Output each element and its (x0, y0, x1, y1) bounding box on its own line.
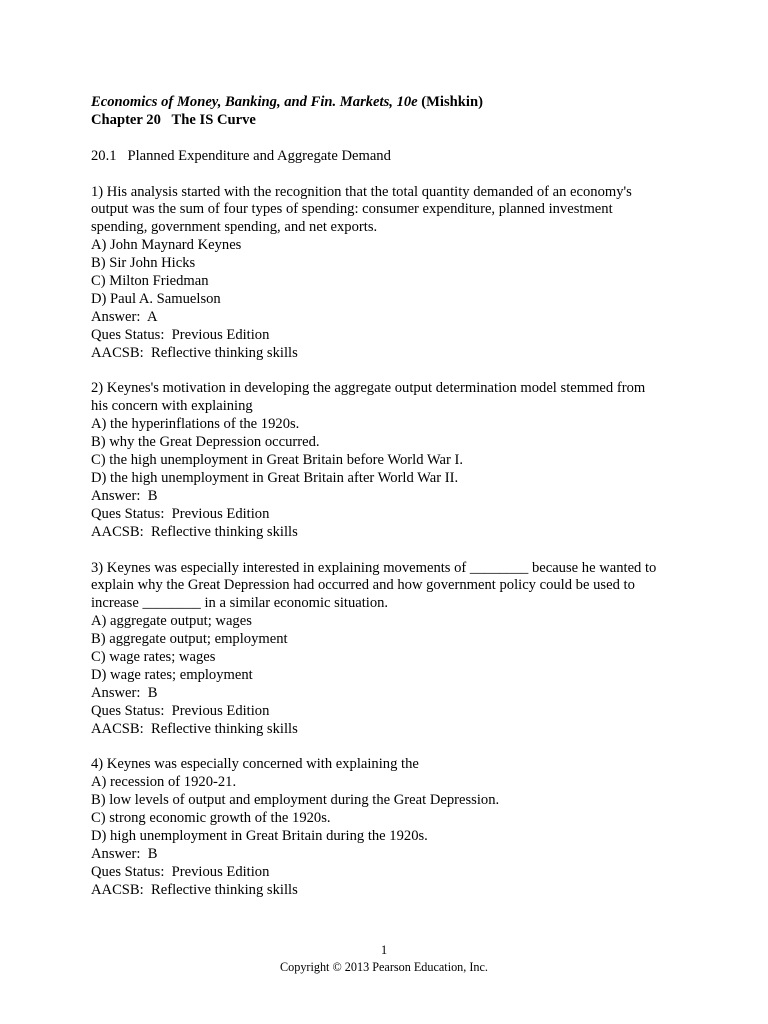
question-stem-line: increase ________ in a similar economic situation. (91, 595, 389, 612)
question-4 (91, 756, 691, 899)
answer-option: D) high unemployment in Great Britain during the 1920s. (91, 828, 428, 845)
answer-key: Answer: B (91, 487, 158, 504)
aacsb-tag: AACSB: Reflective thinking skills (91, 720, 298, 737)
question-stem-line: 2) Keynes's motivation in developing the aggregate output determination model stemmed from (91, 380, 646, 397)
document-page (91, 94, 691, 900)
question-stem-line: 4) Keynes was especially concerned with explaining the (91, 756, 419, 773)
answer-option: C) Milton Friedman (91, 273, 209, 290)
answer-option: C) the high unemployment in Great Britain before World War I. (91, 452, 463, 469)
book-title-line (91, 94, 691, 112)
answer-option: D) wage rates; employment (91, 666, 253, 683)
copyright-notice: Copyright © 2013 Pearson Education, Inc. (280, 960, 488, 974)
question-3 (91, 560, 691, 739)
question-stem-line: spending, government spending, and net exports. (91, 219, 378, 236)
answer-key: Answer: B (91, 845, 158, 862)
answer-option: A) aggregate output; wages (91, 613, 252, 630)
question-status: Ques Status: Previous Edition (91, 326, 270, 343)
answer-key: Answer: B (91, 684, 158, 701)
answer-option: C) strong economic growth of the 1920s. (91, 810, 331, 827)
answer-option: B) aggregate output; employment (91, 631, 288, 648)
answer-option: D) Paul A. Samuelson (91, 290, 221, 307)
question-stem-line: 1) His analysis started with the recognition that the total quantity demanded of an economy's (91, 183, 632, 200)
answer-option: B) low levels of output and employment during the Great Depression. (91, 792, 500, 809)
answer-option: B) why the Great Depression occurred. (91, 434, 320, 451)
page-number: 1 (380, 943, 388, 957)
question-status: Ques Status: Previous Edition (91, 863, 270, 880)
question-stem-line: 3) Keynes was especially interested in explaining movements of ________ because he wanted to (91, 559, 657, 576)
book-author: (Mishkin) (421, 94, 483, 110)
answer-option: D) the high unemployment in Great Britain after World War II. (91, 469, 459, 486)
question-stem-line: his concern with explaining (91, 398, 253, 415)
question-1 (91, 184, 691, 363)
answer-option: A) recession of 1920-21. (91, 774, 237, 791)
aacsb-tag: AACSB: Reflective thinking skills (91, 344, 298, 361)
answer-key: Answer: A (91, 308, 158, 325)
book-title: Economics of Money, Banking, and Fin. Markets, 10e (91, 94, 418, 110)
answer-option: C) wage rates; wages (91, 649, 216, 666)
aacsb-tag: AACSB: Reflective thinking skills (91, 881, 298, 898)
answer-option: A) the hyperinflations of the 1920s. (91, 416, 300, 433)
answer-option: A) John Maynard Keynes (91, 237, 242, 254)
question-status: Ques Status: Previous Edition (91, 702, 270, 719)
question-list (91, 184, 691, 900)
question-stem-line: output was the sum of four types of spending: consumer expenditure, planned investment (91, 201, 613, 218)
aacsb-tag: AACSB: Reflective thinking skills (91, 523, 298, 540)
section-heading: 20.1 Planned Expenditure and Aggregate Demand (91, 147, 391, 164)
question-status: Ques Status: Previous Edition (91, 505, 270, 522)
answer-option: B) Sir John Hicks (91, 255, 196, 272)
question-stem-line: explain why the Great Depression had occurred and how government policy could be used to (91, 577, 635, 594)
chapter-title: Chapter 20 The IS Curve (91, 111, 256, 128)
question-2 (91, 380, 691, 541)
